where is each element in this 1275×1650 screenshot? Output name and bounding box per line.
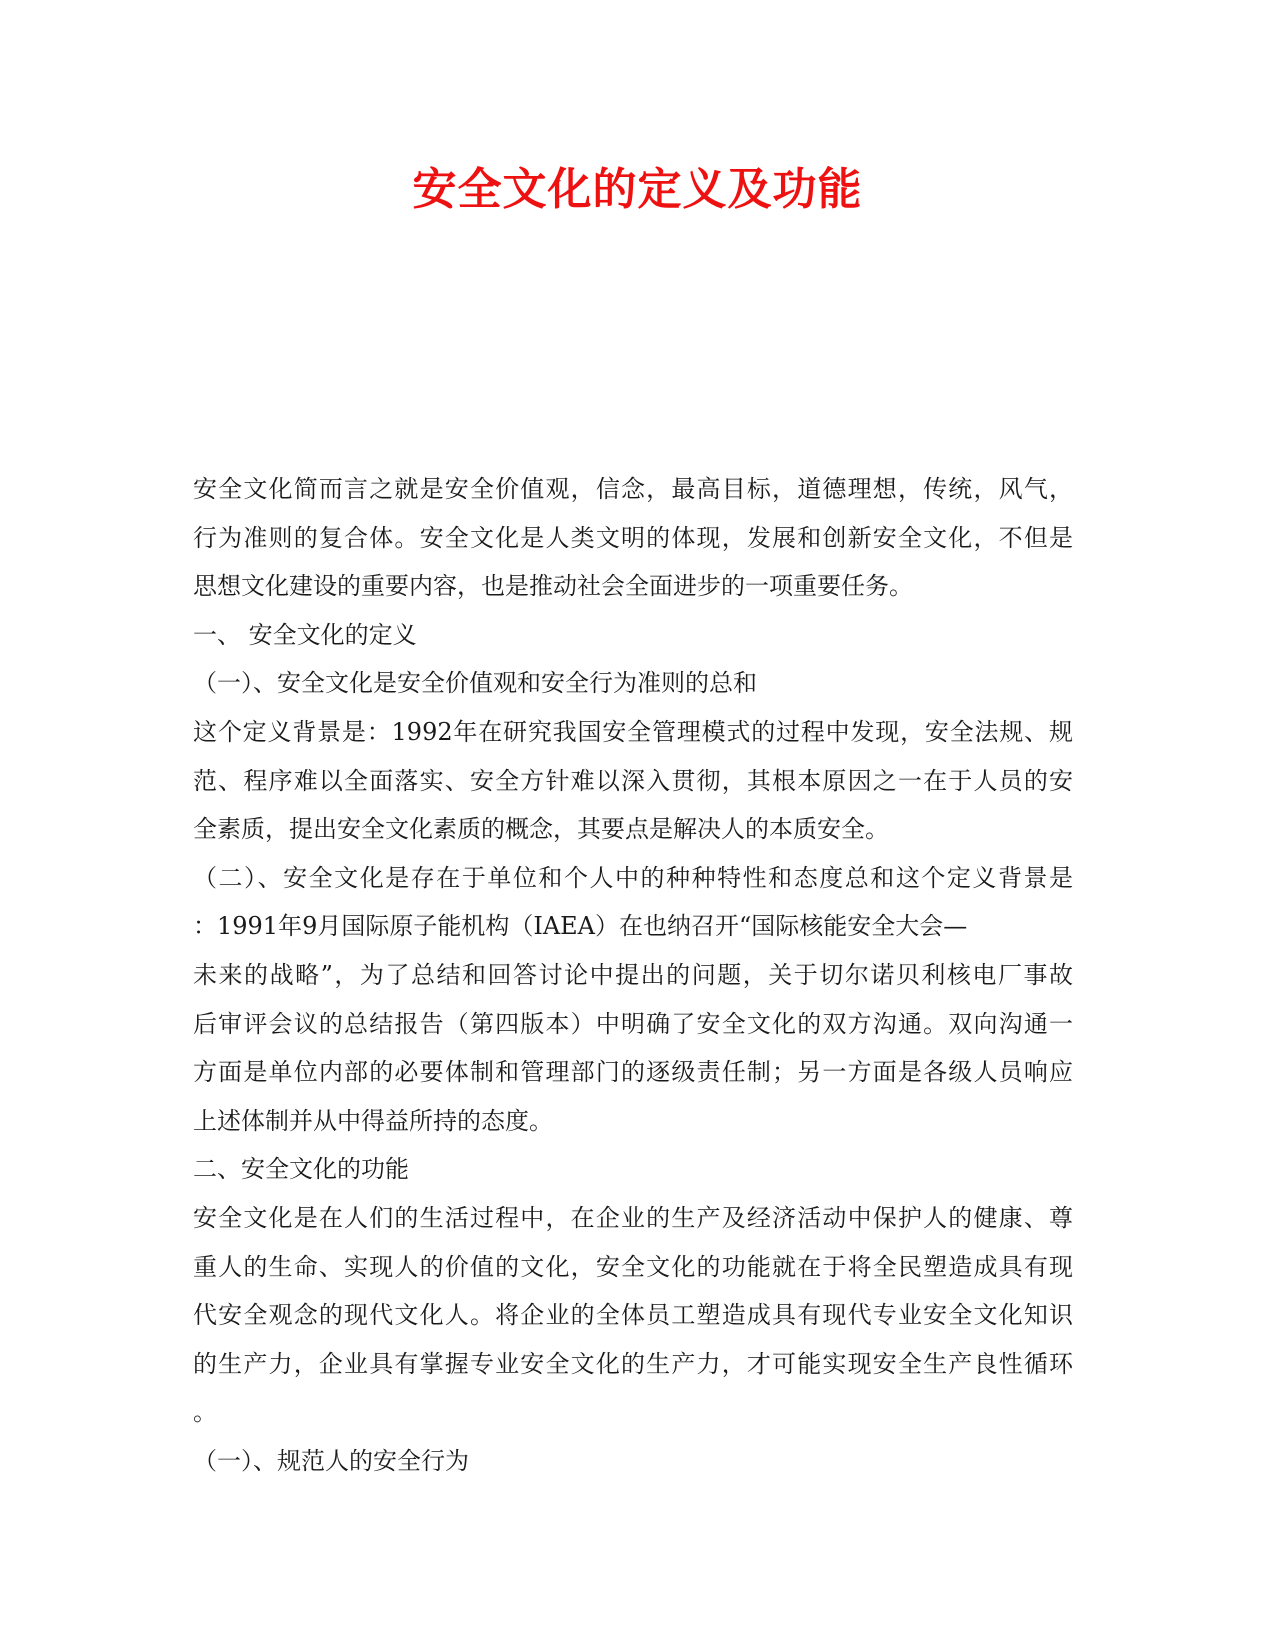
- subsection-heading: （一）、规范人的安全行为: [193, 1446, 469, 1475]
- body-line: 代安全观念的现代文化人。将企业的全体员工塑造成具有现代专业安全文化知识: [193, 1301, 1073, 1330]
- document-title: 安全文化的定义及功能: [412, 164, 863, 215]
- body-line: 思想文化建设的重要内容，也是推动社会全面进步的一项重要任务。: [193, 572, 913, 601]
- body-line: 的生产力，企业具有掌握专业安全文化的生产力，才可能实现安全生产良性循环: [193, 1349, 1073, 1378]
- body-line: 行为准则的复合体。安全文化是人类文明的体现，发展和创新安全文化，不但是: [193, 523, 1073, 552]
- body-line: 范、程序难以全面落实、安全方针难以深入贯彻，其根本原因之一在于人员的安: [193, 766, 1073, 795]
- subsection-heading: （一）、安全文化是安全价值观和安全行为准则的总和: [193, 669, 757, 698]
- body-line: ：1991年9月国际原子能机构（IAEA）在也纳召开“国际核能安全大会—: [193, 912, 968, 941]
- section-heading: 一、 安全文化的定义: [193, 620, 417, 649]
- body-line: 上述体制并从中得益所持的态度。: [193, 1106, 553, 1135]
- subsection-heading: （二）、安全文化是存在于单位和个人中的种种特性和态度总和这个定义背景是: [193, 863, 1073, 892]
- body-line: 。: [193, 1398, 217, 1427]
- body-line: 方面是单位内部的必要体制和管理部门的逐级责任制；另一方面是各级人员响应: [193, 1058, 1073, 1087]
- document-body: [193, 465, 1073, 1485]
- body-line: 重人的生命、实现人的价值的文化，安全文化的功能就在于将全民塑造成具有现: [193, 1252, 1073, 1281]
- body-line: 这个定义背景是：1992年在研究我国安全管理模式的过程中发现，安全法规、规: [193, 717, 1073, 746]
- body-line: 后审评会议的总结报告（第四版本）中明确了安全文化的双方沟通。双向沟通一: [193, 1009, 1073, 1038]
- body-line: 全素质，提出安全文化素质的概念，其要点是解决人的本质安全。: [193, 815, 889, 844]
- body-line: 安全文化是在人们的生活过程中，在企业的生产及经济活动中保护人的健康、尊: [193, 1203, 1073, 1232]
- section-heading: 二、安全文化的功能: [193, 1155, 409, 1184]
- body-line: 未来的战略”，为了总结和回答讨论中提出的问题，关于切尔诺贝利核电厂事故: [193, 960, 1073, 989]
- body-line: 安全文化简而言之就是安全价值观，信念，最高目标，道德理想，传统，风气，: [193, 475, 1073, 503]
